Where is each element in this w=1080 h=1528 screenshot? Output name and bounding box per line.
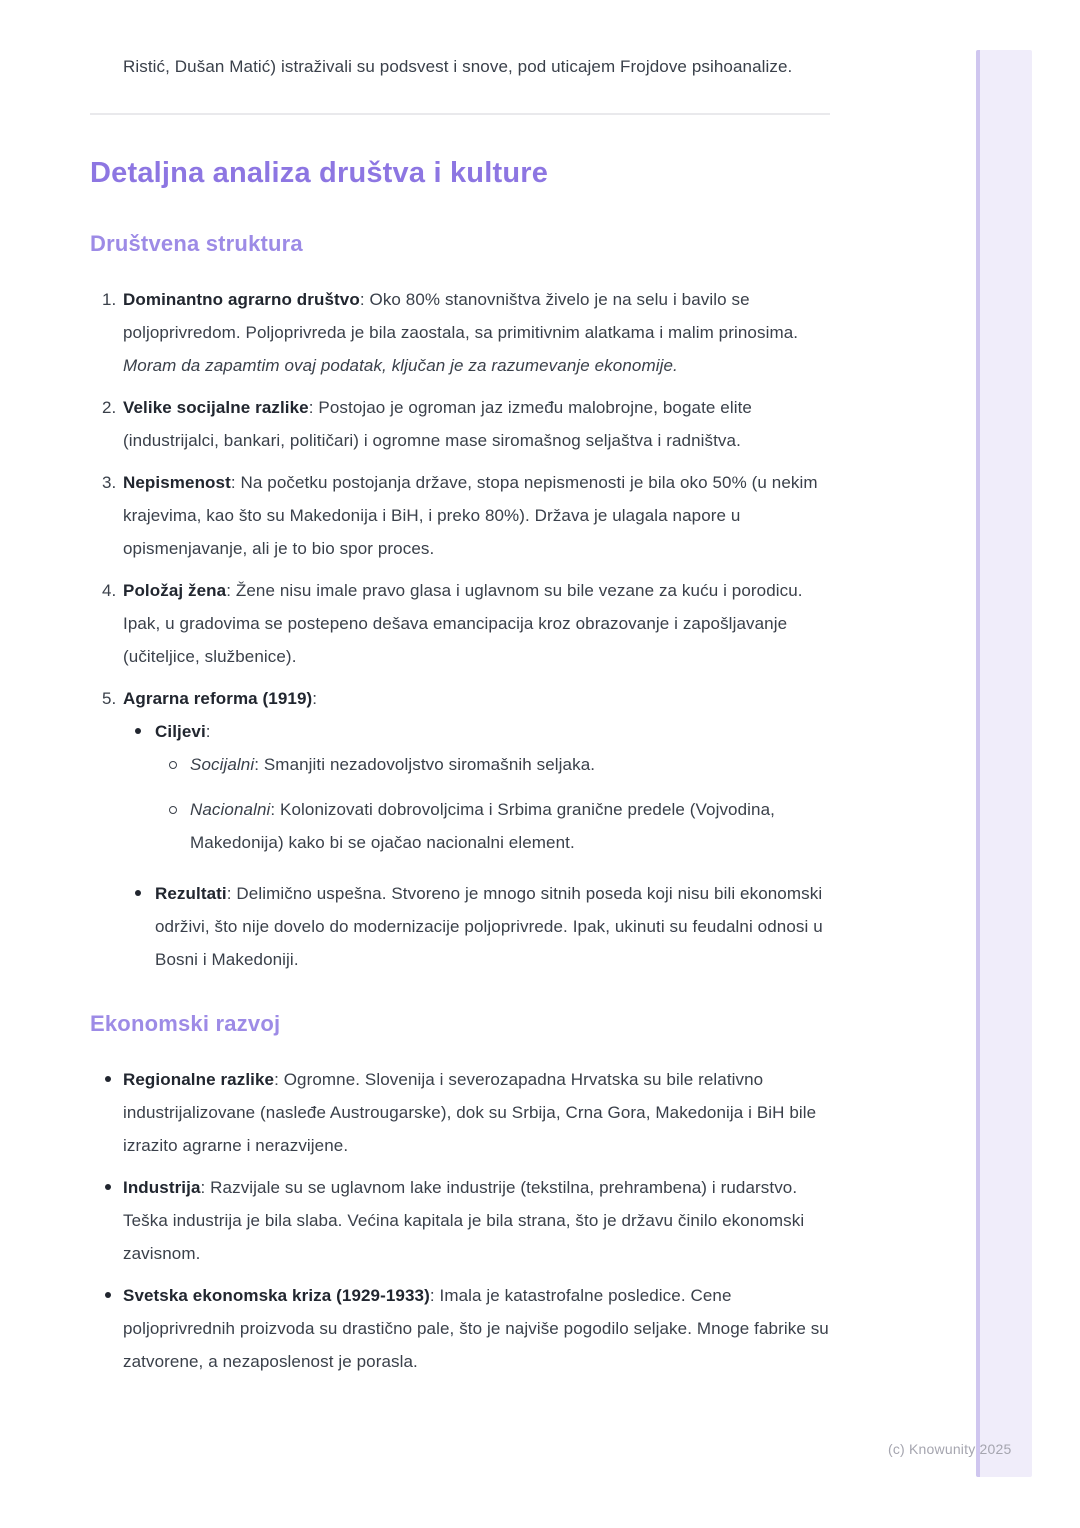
circle-bullet-icon [169, 806, 177, 814]
list-item-text [123, 682, 830, 976]
list-number: 4. [102, 581, 117, 600]
list-item-text [123, 391, 830, 457]
text-run: Nacionalni [190, 800, 271, 819]
list-item [90, 391, 830, 457]
list-item-text [190, 793, 830, 859]
list-item [90, 1063, 830, 1162]
text-run: Velike socijalne razlike [123, 398, 309, 417]
section [90, 1010, 830, 1378]
ordered-list [90, 283, 830, 976]
text-run: : [312, 689, 318, 708]
list-item-text [123, 1279, 830, 1378]
bullet-icon [105, 1184, 111, 1190]
section-divider [90, 113, 830, 115]
bullet-icon [135, 890, 141, 896]
list-item-text [123, 466, 830, 565]
list-number: 2. [102, 398, 117, 417]
list-item [123, 877, 830, 976]
text-run: Ristić, Dušan Matić) istraživali su podsvest i snove, pod uticajem Frojdove psihoanalize. [123, 57, 793, 76]
list-item-text [123, 574, 830, 673]
copyright-watermark: (c) Knowunity 2025 [888, 1441, 1012, 1457]
section-heading: Ekonomski razvoj [90, 1011, 281, 1036]
bullet-icon [135, 728, 141, 734]
list-item [90, 1171, 830, 1270]
sub-list [155, 748, 830, 859]
text-run: : Oko 80% stanovništva živelo je na selu i bavilo se poljoprivredom. Poljoprivreda je bila zaostala, sa primitivnim alatkama i malim prinosima. [123, 290, 799, 342]
text-run: Regionalne razlike [123, 1070, 275, 1089]
list-item-text [123, 283, 830, 382]
text-run: Industrija [123, 1178, 201, 1197]
text-run: Rezultati [155, 884, 227, 903]
sections-container [90, 230, 830, 1378]
list-item-text [155, 877, 830, 976]
scrollbar-track[interactable] [976, 50, 1032, 1477]
bullet-icon [105, 1076, 111, 1082]
list-item [90, 1279, 830, 1378]
list-item [155, 793, 830, 859]
list-item [155, 748, 830, 781]
sub-list [123, 715, 830, 976]
list-number: 5. [102, 689, 117, 708]
text-run: : Žene nisu imale pravo glasa i uglavnom su bile vezane za kuću i porodicu. Ipak, u gradovima se postepeno dešava emancipacija kroz obrazovanje i zapošljavanje (učiteljice, službenice). [123, 581, 803, 666]
list-item [90, 574, 830, 673]
text-run: Moram da zapamtim ovaj podatak, ključan je za razumevanje ekonomije. [123, 356, 678, 375]
list-item-text [123, 1063, 830, 1162]
text-run: : Delimično uspešna. Stvoreno je mnogo sitnih poseda koji nisu bili ekonomski održivi, što nije dovelo do modernizacije poljoprivrede. Ipak, ukinuti su feudalni odnosi u Bosni i Makedoniji. [155, 884, 823, 969]
page-title: Detaljna analiza društva i kulture [90, 157, 549, 189]
text-run: Agrarna reforma (1919) [123, 689, 313, 708]
section [90, 230, 830, 976]
text-run: Svetska ekonomska kriza (1929-1933) [123, 1286, 430, 1305]
list-item [123, 715, 830, 859]
text-run: Socijalni [190, 755, 255, 774]
text-run: : Imala je katastrofalne posledice. Cene poljoprivrednih proizvoda su drastično pale, što je najviše pogodilo seljake. Mnoge fabrike su zatvorene, a nezaposlenost je porasla. [123, 1286, 829, 1371]
circle-bullet-icon [169, 761, 177, 769]
text-run: : Kolonizovati dobrovoljcima i Srbima granične predele (Vojvodina, Makedonija) kako bi se ojačao nacionalni element. [190, 800, 775, 852]
list-item [90, 283, 830, 382]
list-number: 3. [102, 473, 117, 492]
intro-paragraph [123, 50, 830, 83]
text-run: Dominantno agrarno društvo [123, 290, 360, 309]
text-run: Ciljevi [155, 722, 206, 741]
text-run: : [205, 722, 211, 741]
list-item-text [155, 715, 830, 859]
list-item-text [190, 748, 830, 781]
text-run: : Smanjiti nezadovoljstvo siromašnih seljaka. [254, 755, 596, 774]
text-run: Nepismenost [123, 473, 231, 492]
list-item-text [123, 1171, 830, 1270]
list-number: 1. [102, 290, 117, 309]
list-item [90, 466, 830, 565]
section-heading: Društvena struktura [90, 231, 303, 256]
bullet-icon [105, 1292, 111, 1298]
unordered-list [90, 1063, 830, 1378]
text-run: : Postojao je ogroman jaz između malobrojne, bogate elite (industrijalci, bankari, političari) i ogromne mase siromašnog seljaštva i radništva. [123, 398, 752, 450]
document-content [90, 50, 830, 1378]
list-item [90, 682, 830, 976]
text-run: : Ogromne. Slovenija i severozapadna Hrvatska su bile relativno industrijalizovane (nasleđe Austrougarske), dok su Srbija, Crna Gora, Makedonija i BiH bile izrazito agrarne i nerazvijene. [123, 1070, 817, 1155]
text-run: : Razvijale su se uglavnom lake industrije (tekstilna, prehrambena) i rudarstvo. Teška industrija je bila slaba. Većina kapitala je bila strana, što je državu činilo ekonomski zavisnom. [123, 1178, 805, 1263]
text-run: : Na početku postojanja države, stopa nepismenosti je bila oko 50% (u nekim krajevima, kao što su Makedonija i BiH, i preko 80%). Država je ulagala napore u opismenjavanje, ali je to bio spor proces. [123, 473, 818, 558]
text-run: Položaj žena [123, 581, 227, 600]
